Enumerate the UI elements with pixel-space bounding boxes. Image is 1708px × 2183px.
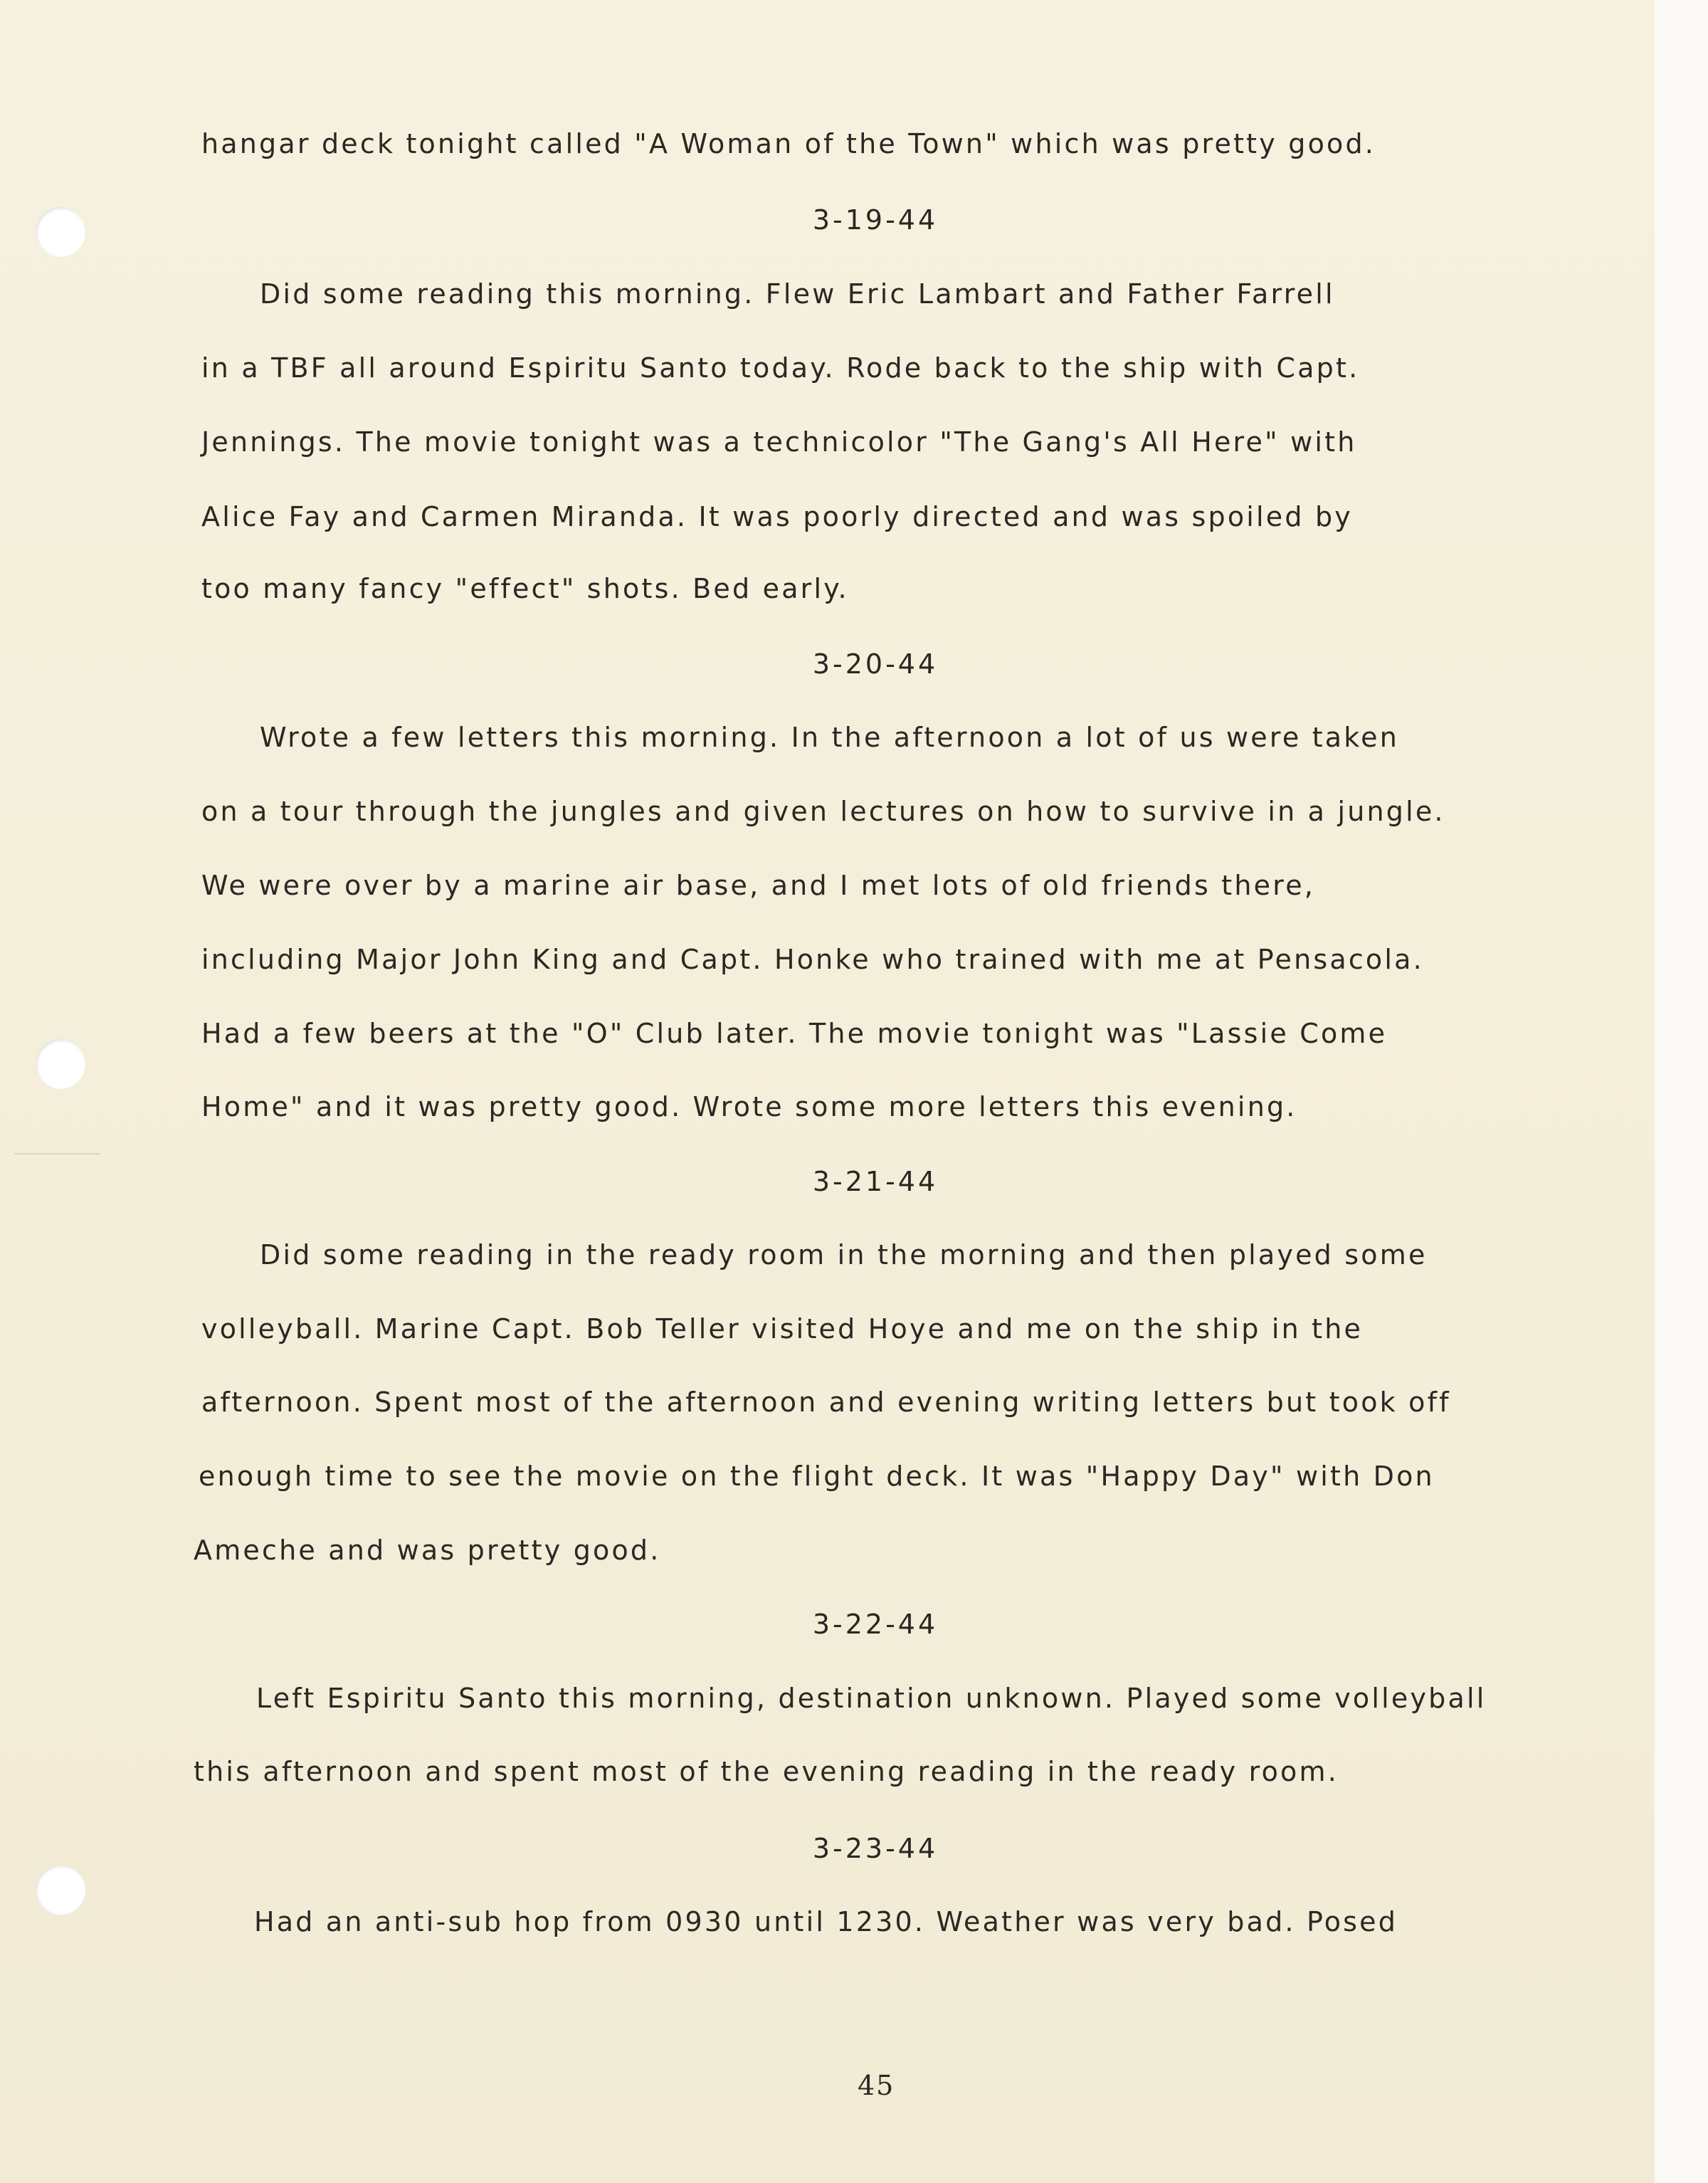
text-line: enough time to see the movie on the flight deck. It was "Happy Day" with Don [199,1461,1435,1492]
text-line: We were over by a marine air base, and I met lots of old friends there, [201,870,1316,901]
punch-hole-bottom [36,1865,85,1915]
text-line: in a TBF all around Espiritu Santo today. Rode back to the ship with Capt. [201,352,1360,384]
text-line: too many fancy "effect" shots. Bed early. [201,573,849,604]
entry-date: 3-19-44 [812,204,939,236]
text-line: afternoon. Spent most of the afternoon and evening writing letters but took off [201,1387,1451,1418]
text-line: Had a few beers at the "O" Club later. The movie tonight was "Lassie Come [201,1018,1388,1049]
entry-date: 3-23-44 [812,1833,939,1864]
text-line: on a tour through the jungles and given lectures on how to survive in a jungle. [201,796,1445,827]
scan-margin [1655,0,1708,2183]
entry-date: 3-20-44 [812,648,939,680]
text-line: Had an anti-sub hop from 0930 until 1230. Weather was very bad. Posed [254,1906,1398,1937]
text-line: Home" and it was pretty good. Wrote some more letters this evening. [201,1091,1297,1122]
text-line: Left Espiritu Santo this morning, destination unknown. Played some volleyball [256,1683,1487,1714]
paper-crease [14,1153,100,1154]
text-line: hangar deck tonight called "A Woman of the Town" which was pretty good. [201,128,1376,159]
entry-date: 3-21-44 [812,1166,939,1197]
text-line: Wrote a few letters this morning. In the afternoon a lot of us were taken [260,722,1400,753]
text-line: this afternoon and spent most of the evening reading in the ready room. [194,1756,1339,1787]
text-line: Ameche and was pretty good. [194,1535,661,1566]
text-line: Did some reading this morning. Flew Eric Lambart and Father Farrell [260,278,1335,310]
text-line: including Major John King and Capt. Honke who trained with me at Pensacola. [201,944,1424,975]
text-line: Jennings. The movie tonight was a technicolor "The Gang's All Here" with [201,426,1357,458]
text-line: Did some reading in the ready room in the morning and then played some [260,1239,1428,1271]
text-line: volleyball. Marine Capt. Bob Teller visited Hoye and me on the ship in the [201,1313,1364,1345]
page-number: 45 [858,2070,895,2101]
text-line: Alice Fay and Carmen Miranda. It was poorly directed and was spoiled by [201,501,1353,532]
entry-date: 3-22-44 [812,1609,939,1640]
punch-hole-middle [36,1039,85,1089]
